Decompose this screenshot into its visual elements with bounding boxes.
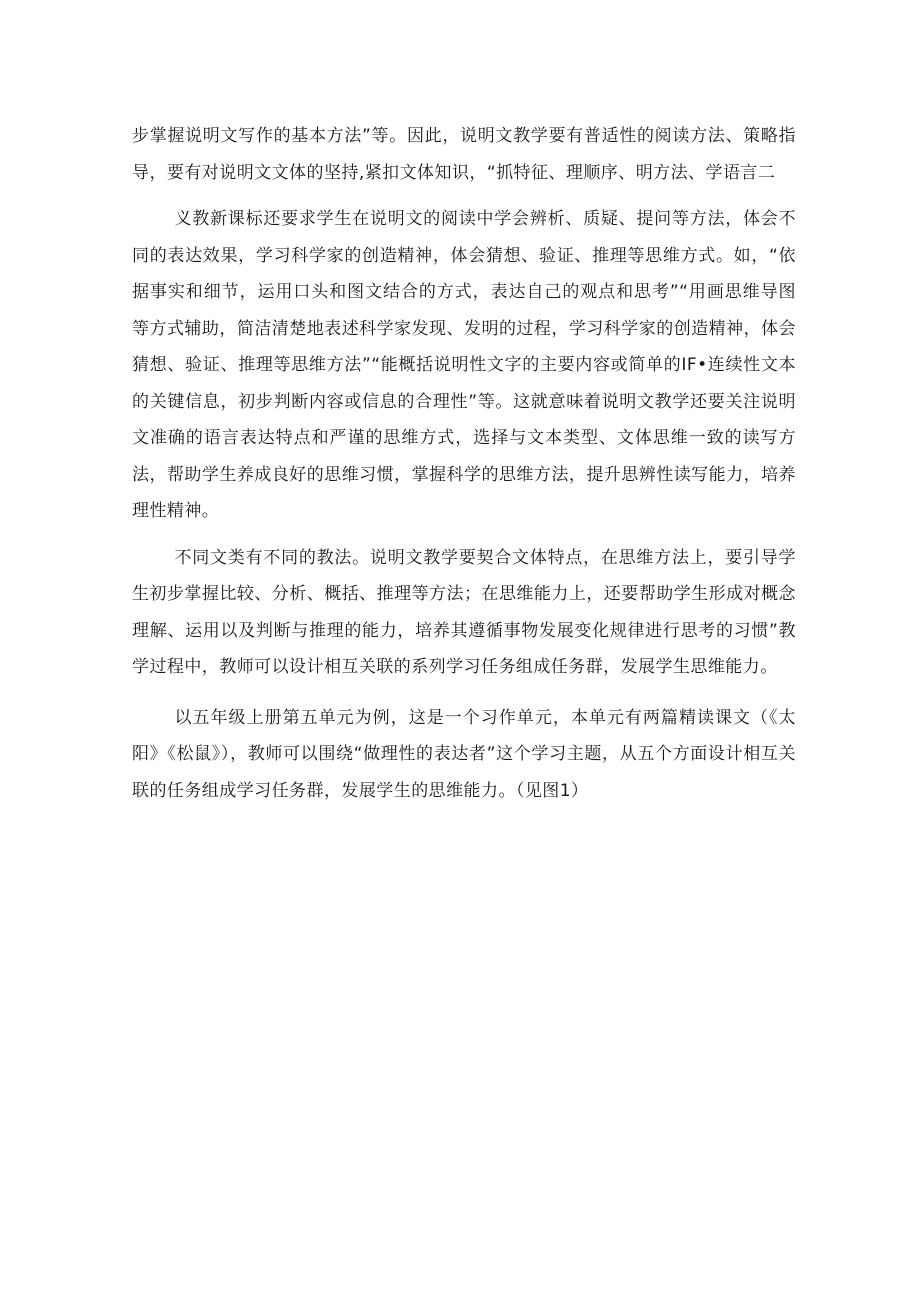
document-body: [132, 118, 796, 809]
paragraph-2: 义教新课标还要求学生在说明文的阅读中学会辨析、质疑、提问等方法，体会不同的表达效果，学习科学家的创造精神，体会猜想、验证、推理等思维方式。如，“依据事实和细节，运用口头和图文结合的方式，表达自己的观点和思考”“用画思维导图等方式辅助，简洁清楚地表述科学家发现、发明的过程，学习科学家的创造精神，体会猜想、验证、推理等思维方法”“能概括说明性文字的主要内容或简单的IF•连续性文本的关键信息，初步判断内容或信息的合理性”等。这就意味着说明文教学还要关注说明文准确的语言表达特点和严谨的思维方式，选择与文本类型、文体思维一致的读写方法，帮助学生养成良好的思维习惯，掌握科学的思维方法，提升思辨性读写能力，培养理性精神。: [132, 209, 796, 521]
paragraph-3: 不同文类有不同的教法。说明文教学要契合文体特点，在思维方法上，要引导学生初步掌握比较、分析、概括、推理等方法；在思维能力上，还要帮助学生形成对概念理解、运用以及判断与推理的能力，培养其遵循事物发展变化规律进行思考的习惯”教学过程中，教师可以设计相互关联的系列学习任务组成任务群，发展学生思维能力。: [132, 547, 796, 677]
paragraph-4: 以五年级上册第五单元为例，这是一个习作单元，本单元有两篇精读课文（《太阳》《松鼠》），教师可以围绕“做理性的表达者”这个学习主题，从五个方面设计相互关联的任务组成学习任务群，发展学生的思维能力。（见图1）: [132, 707, 796, 801]
paragraph-1: 步掌握说明文写作的基本方法”等。因此，说明文教学要有普适性的阅读方法、策略指导，要有对说明文文体的坚持,紧扣文体知识，“抓特征、理顺序、明方法、学语言二: [132, 126, 796, 183]
